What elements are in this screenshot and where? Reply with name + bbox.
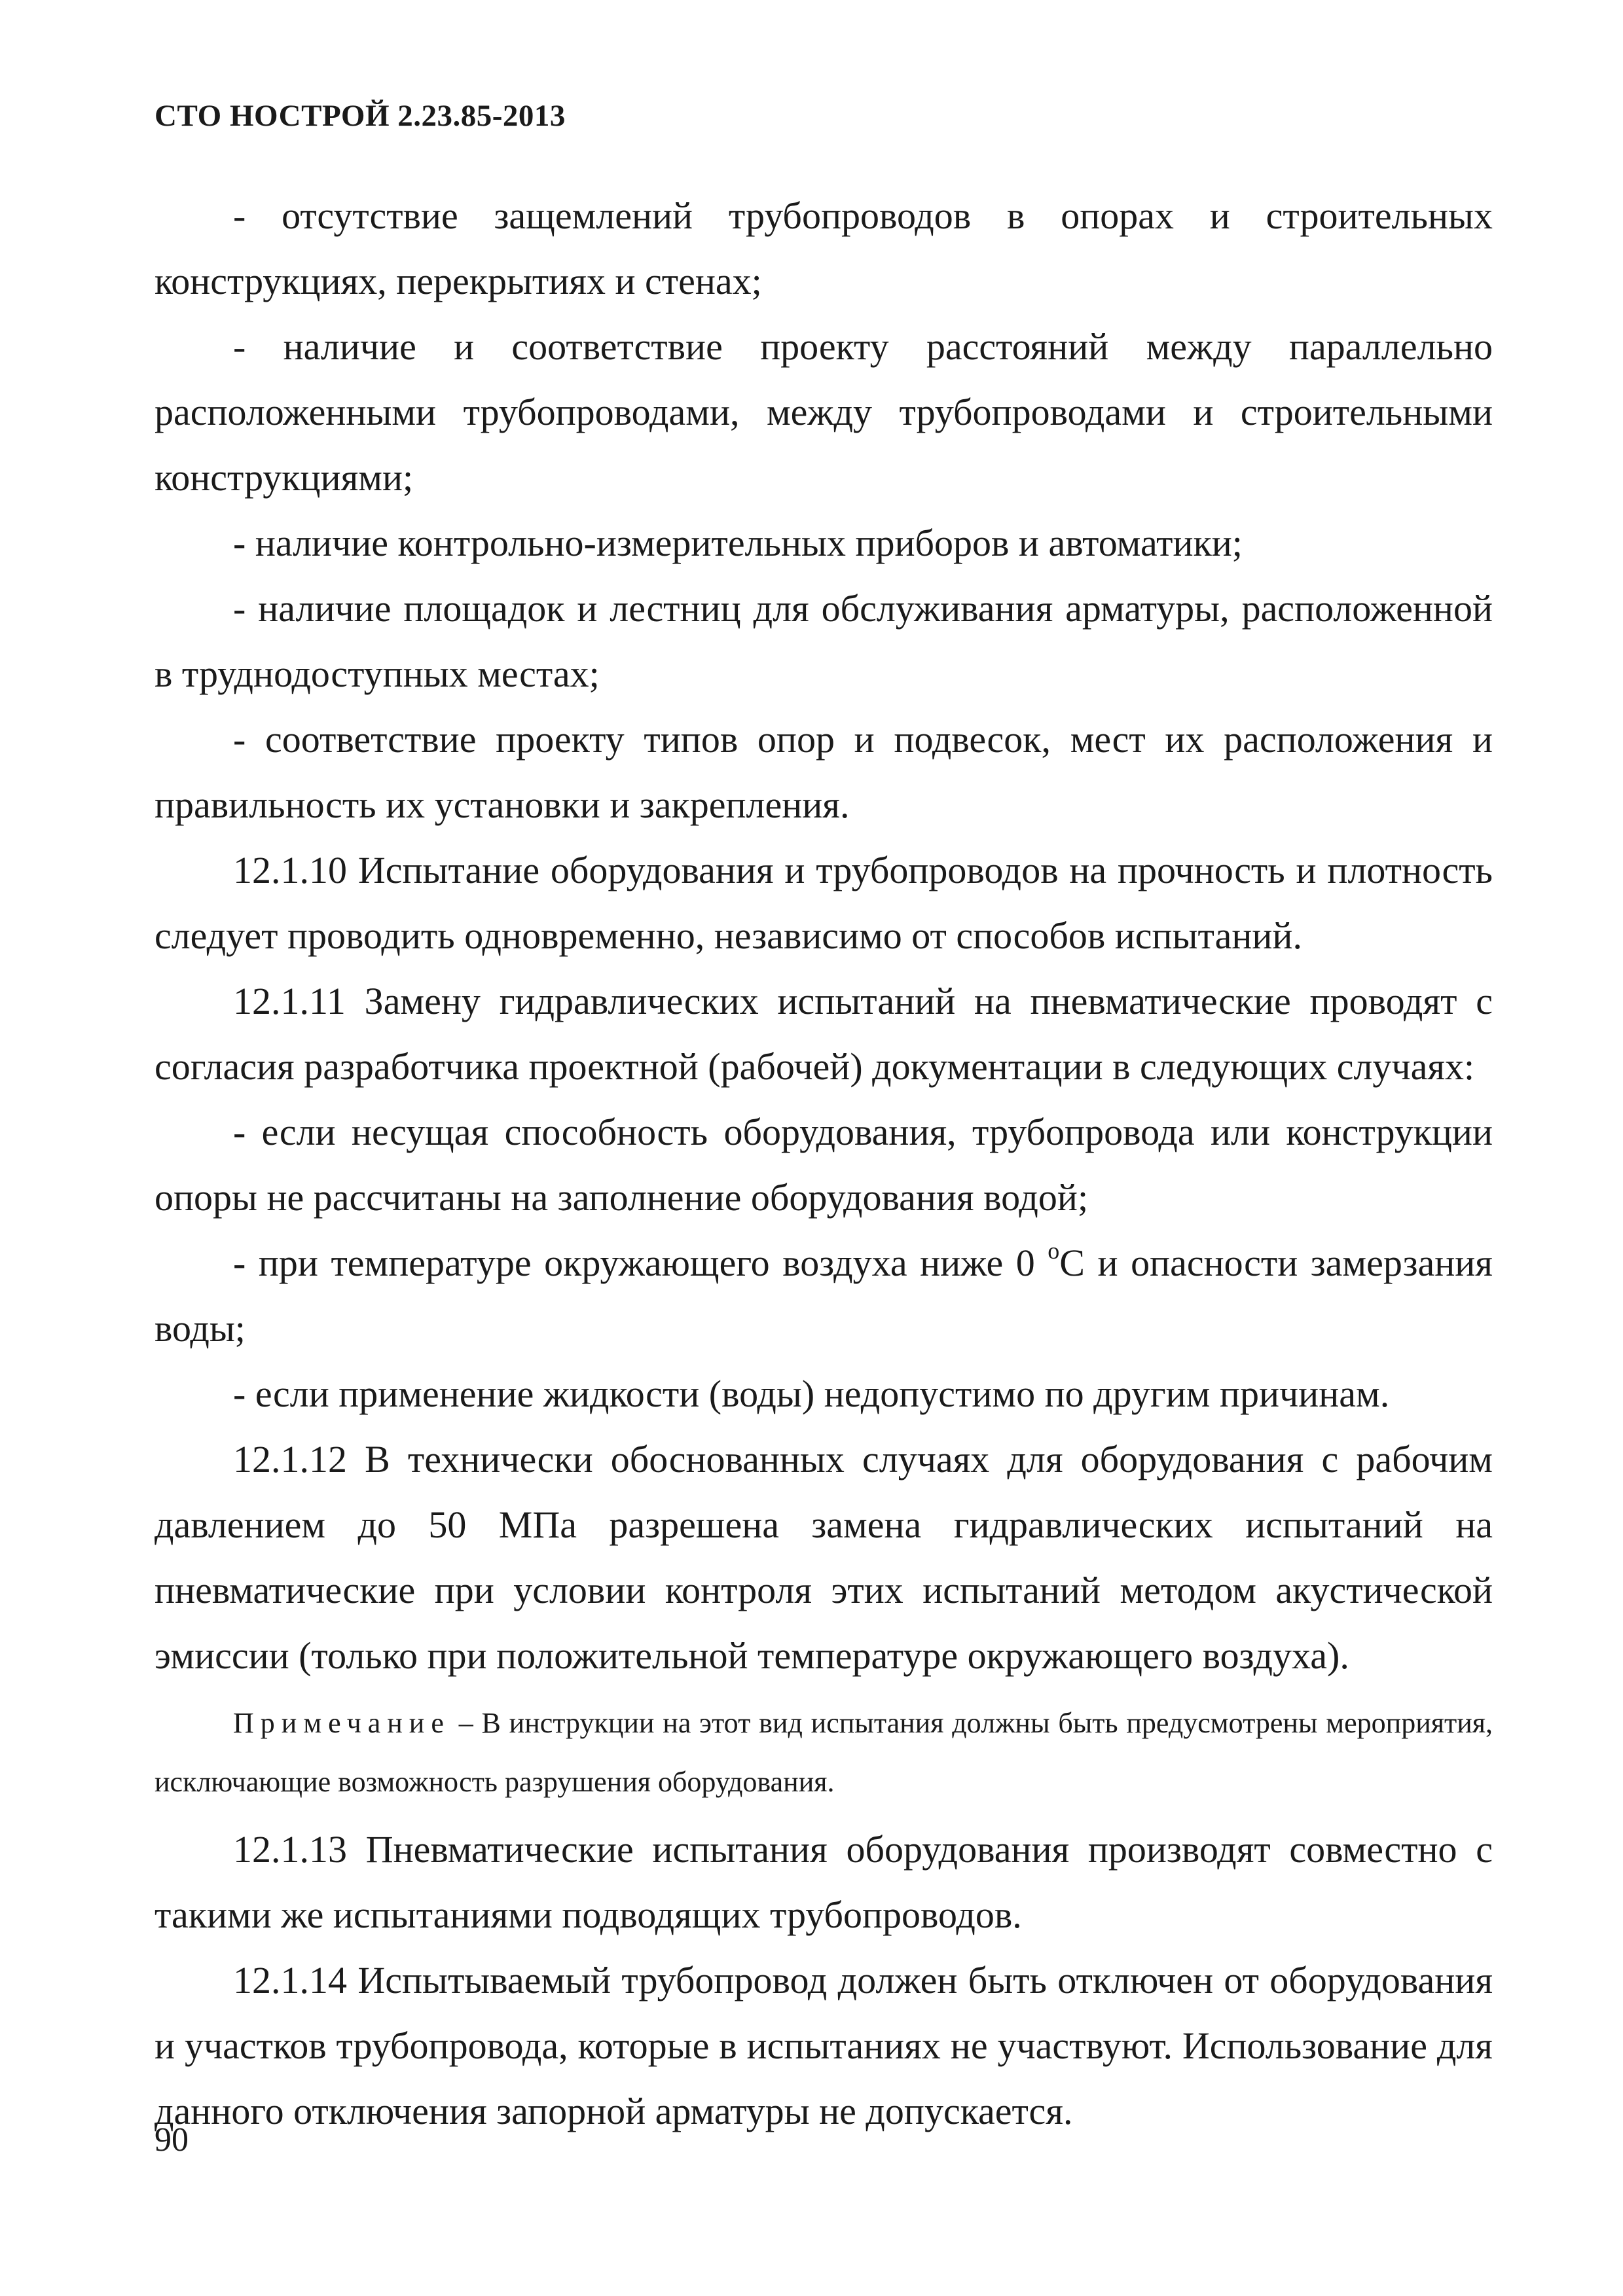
note-block bbox=[155, 1694, 1493, 1812]
degree-symbol: о bbox=[1048, 1238, 1060, 1264]
page-number: 90 bbox=[155, 2121, 189, 2159]
paragraph-12-1-10: 12.1.10 Испытание оборудования и трубопроводов на прочность и плотность следует проводить одновременно, независимо от способов испытаний. bbox=[155, 849, 1493, 957]
document-body bbox=[155, 183, 1493, 2144]
paragraph-instruments: - наличие контрольно-измерительных приборов и автоматики; bbox=[233, 522, 1243, 564]
note-text: – В инструкции на этот вид испытания должны быть предусмотрены мероприятия, исключающие возможность разрушения оборудования. bbox=[155, 1707, 1493, 1798]
document-code-header: СТО НОСТРОЙ 2.23.85-2013 bbox=[155, 99, 566, 133]
temperature-text-start: - при температуре окружающего воздуха ниже 0 bbox=[233, 1242, 1048, 1284]
paragraph-supports: - соответствие проекту типов опор и подвесок, мест их расположения и правильность их установки и закрепления. bbox=[155, 718, 1493, 826]
paragraph-platforms: - наличие площадок и лестниц для обслуживания арматуры, расположенной в труднодоступных местах; bbox=[155, 587, 1493, 695]
temperature-text-end: С и опасности замерзания воды; bbox=[155, 1242, 1493, 1350]
paragraph-liquid: - если применение жидкости (воды) недопустимо по другим причинам. bbox=[233, 1372, 1390, 1415]
paragraph-distances: - наличие и соответствие проекту расстояний между параллельно расположенными трубопроводами, между трубопроводами и строительными конструкциями; bbox=[155, 325, 1493, 499]
paragraph-load-capacity: - если несущая способность оборудования, трубопровода или конструкции опоры не рассчитаны на заполнение оборудования водой; bbox=[155, 1111, 1493, 1219]
paragraph-temperature bbox=[155, 1230, 1493, 1361]
paragraph-12-1-12: 12.1.12 В технически обоснованных случаях для оборудования с рабочим давлением до 50 МПа разрешена замена гидравлических испытаний на пневматические при условии контроля этих испытаний методом акустической эмиссии (только при положительной температуре окружающего воздуха). bbox=[155, 1438, 1493, 1677]
paragraph-12-1-14: 12.1.14 Испытываемый трубопровод должен быть отключен от оборудования и участков трубопровода, которые в испытаниях не участвуют. Использование для данного отключения запорной арматуры не допускается. bbox=[155, 1959, 1493, 2132]
paragraph-12-1-11: 12.1.11 Замену гидравлических испытаний на пневматические проводят с согласия разработчика проектной (рабочей) документации в следующих случаях: bbox=[155, 980, 1493, 1088]
paragraph-clamping: - отсутствие защемлений трубопроводов в опорах и строительных конструкциях, перекрытиях и стенах; bbox=[155, 194, 1493, 302]
note-label: Примечание bbox=[233, 1707, 450, 1739]
paragraph-12-1-13: 12.1.13 Пневматические испытания оборудования производят совместно с такими же испытаниями подводящих трубопроводов. bbox=[155, 1828, 1493, 1936]
